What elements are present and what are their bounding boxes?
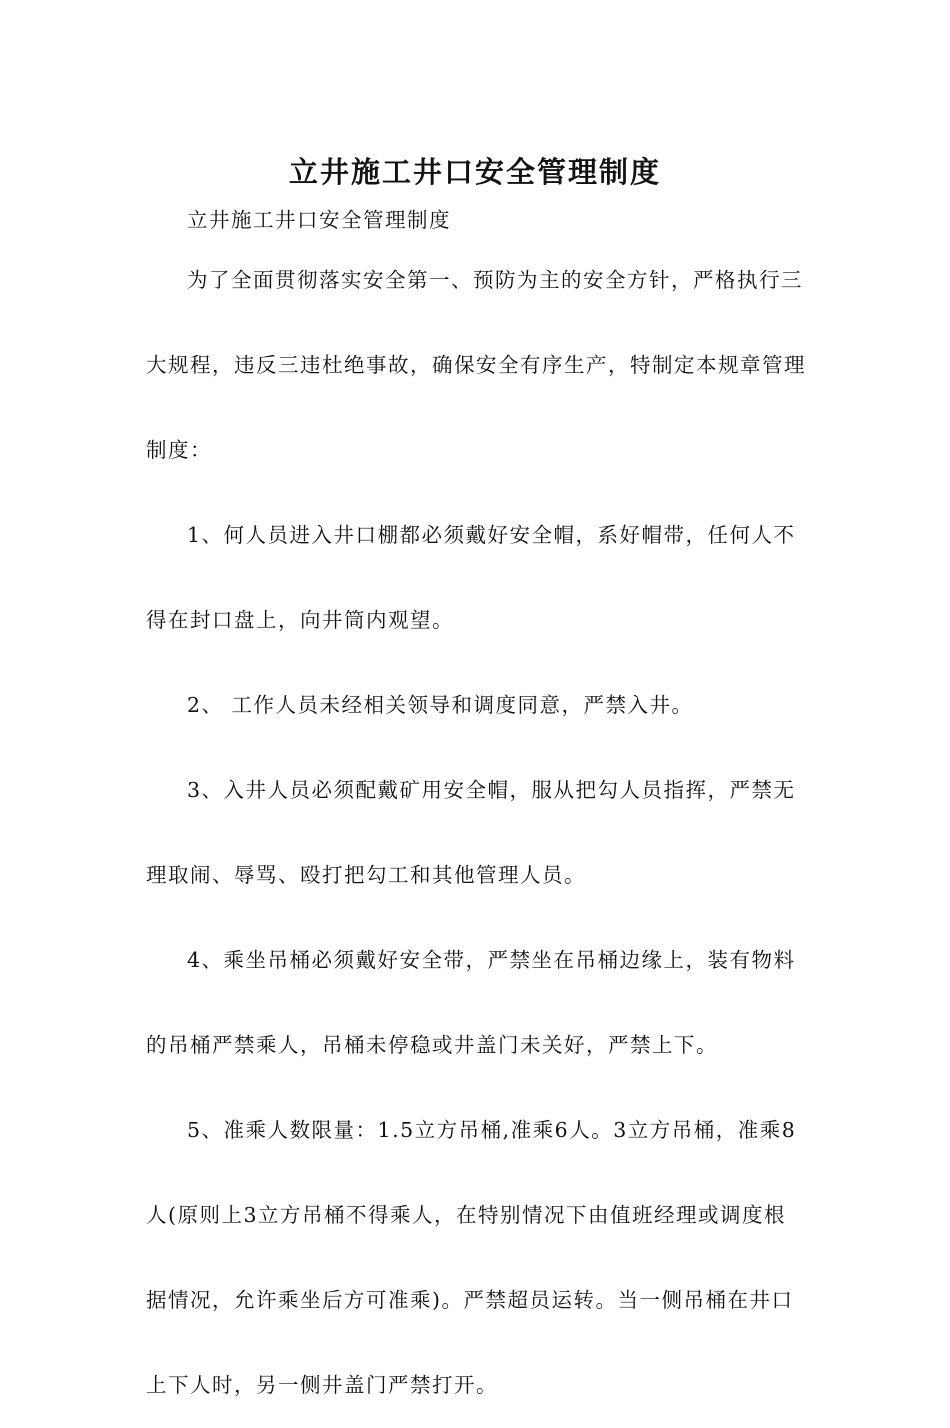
paragraph-intro: 为了全面贯彻落实安全第一、预防为主的安全方针，严格执行三大规程，违反三违杜绝事故，确保安全有序生产，特制定本规章管理制度： bbox=[146, 268, 806, 462]
paragraph-rule-5: 5、准乘人数限量：1.5立方吊桶,准乘6人。3立方吊桶，准乘8人(原则上3立方吊桶不得乘人，在特别情况下由值班经理或调度根据情况，允许乘坐后方可准乘)。严禁超员运转。当一侧吊桶在井口上下人时，另一侧井盖门严禁打开。 bbox=[146, 1118, 797, 1397]
document-body bbox=[146, 197, 806, 1428]
paragraph-rule-2: 2、 工作人员未经相关领导和调度同意，严禁入井。 bbox=[187, 693, 694, 717]
paragraph-subtitle: 立井施工井口安全管理制度 bbox=[187, 208, 451, 232]
paragraph-rule-4: 4、乘坐吊桶必须戴好安全带，严禁坐在吊桶边缘上，装有物料的吊桶严禁乘人，吊桶未停稳或井盖门未关好，严禁上下。 bbox=[146, 948, 796, 1057]
document-title: 立井施工井口安全管理制度 bbox=[288, 155, 661, 190]
paragraph-rule-1: 1、何人员进入井口棚都必须戴好安全帽，系好帽带，任何人不得在封口盘上，向井筒内观望。 bbox=[146, 523, 796, 632]
paragraph-rule-3: 3、入井人员必须配戴矿用安全帽，服从把勾人员指挥，严禁无理取闹、辱骂、殴打把勾工和其他管理人员。 bbox=[146, 778, 796, 887]
